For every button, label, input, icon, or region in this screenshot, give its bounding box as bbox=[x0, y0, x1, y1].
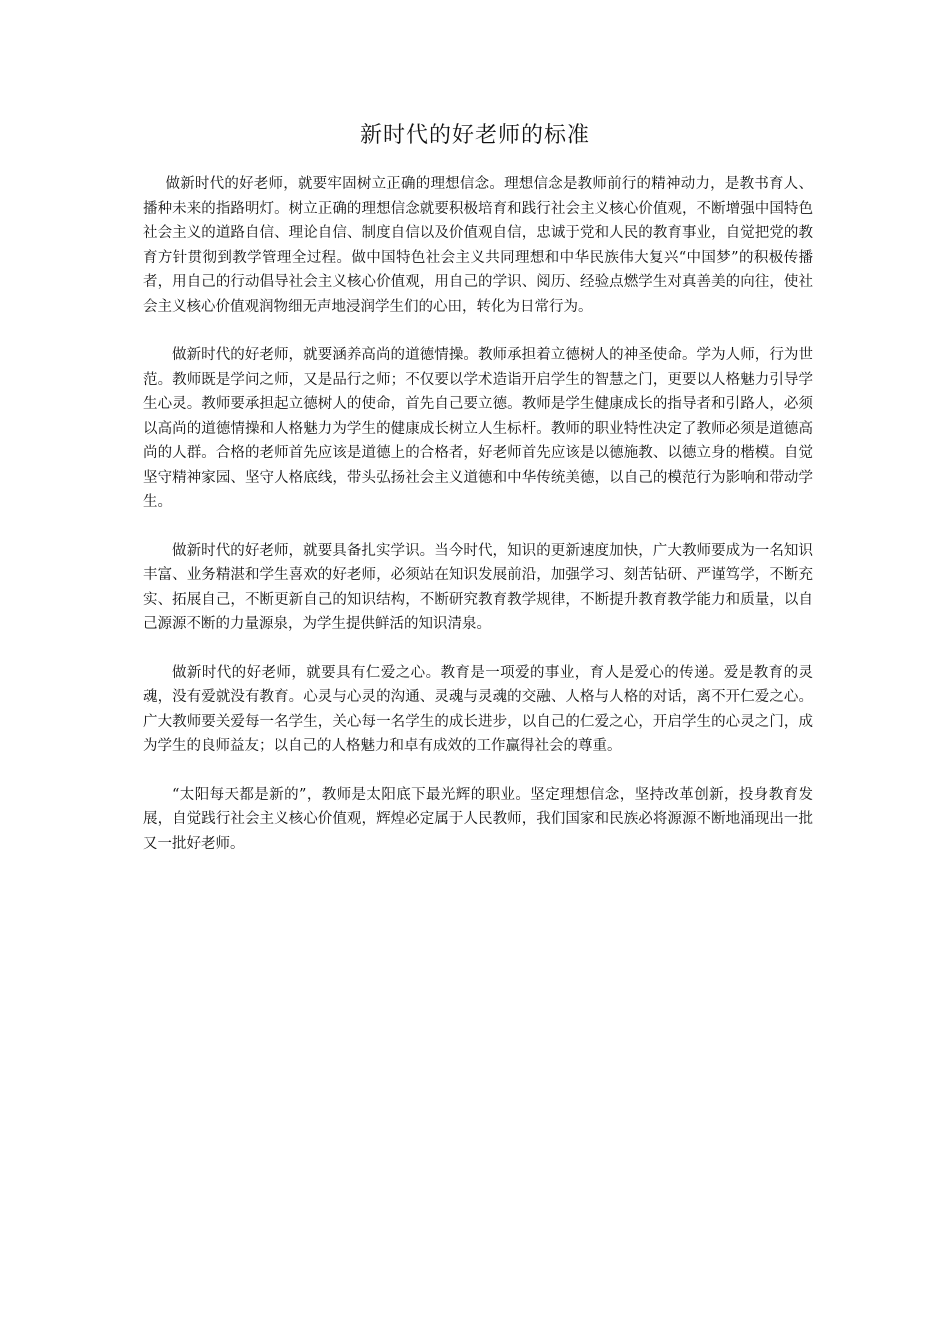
paragraph-knowledge: 做新时代的好老师，就要具备扎实学识。当今时代，知识的更新速度加快，广大教师要成为一名知识丰富、业务精湛和学生喜欢的好老师，必须站在知识发展前沿，加强学习、刻苦钻研、严谨笃学，不断充实、拓展自己，不断更新自己的知识结构，不断研究教育教学规律，不断提升教育教学能力和质量，以自己源源不断的力量源泉，为学生提供鲜活的知识清泉。 bbox=[143, 542, 813, 632]
document-body bbox=[143, 172, 813, 880]
document-title: 新时代的好老师的标准 bbox=[359, 123, 590, 148]
paragraph-benevolence: 做新时代的好老师，就要具有仁爱之心。教育是一项爱的事业，育人是爱心的传递。爱是教育的灵魂，没有爱就没有教育。心灵与心灵的沟通、灵魂与灵魂的交融、人格与人格的对话，离不开仁爱之心。广大教师要关爱每一名学生，关心每一名学生的成长进步，以自己的仁爱之心，开启学生的心灵之门，成为学生的良师益友；以自己的人格魅力和卓有成效的工作赢得社会的尊重。 bbox=[143, 664, 813, 754]
paragraph-morality: 做新时代的好老师，就要涵养高尚的道德情操。教师承担着立德树人的神圣使命。学为人师，行为世范。教师既是学问之师，又是品行之师；不仅要以学术造诣开启学生的智慧之门，更要以人格魅力引导学生心灵。教师要承担起立德树人的使命，首先自己要立德。教师是学生健康成长的指导者和引路人，必须以高尚的道德情操和人格魅力为学生的健康成长树立人生标杆。教师的职业特性决定了教师必须是道德高尚的人群。合格的老师首先应该是道德上的合格者，好老师首先应该是以德施教、以德立身的楷模。自觉坚守精神家园、坚守人格底线，带头弘扬社会主义道德和中华传统美德，以自己的模范行为影响和带动学生。 bbox=[143, 347, 813, 510]
paragraph-conclusion: “太阳每天都是新的”，教师是太阳底下最光辉的职业。坚定理想信念，坚持改革创新，投身教育发展，自觉践行社会主义核心价值观，辉煌必定属于人民教师，我们国家和民族必将源源不断地涌现出一批又一批好老师。 bbox=[143, 786, 813, 852]
paragraph-ideals: 做新时代的好老师，就要牢固树立正确的理想信念。理想信念是教师前行的精神动力，是教书育人、播种未来的指路明灯。树立正确的理想信念就要积极培育和践行社会主义核心价值观，不断增强中国特色社会主义的道路自信、理论自信、制度自信以及价值观自信，忠诚于党和人民的教育事业，自觉把党的教育方针贯彻到教学管理全过程。做中国特色社会主义共同理想和中华民族伟大复兴“中国梦”的积极传播者，用自己的行动倡导社会主义核心价值观，用自己的学识、阅历、经验点燃学生对真善美的向往，使社会主义核心价值观润物细无声地浸润学生们的心田，转化为日常行为。 bbox=[143, 176, 813, 315]
